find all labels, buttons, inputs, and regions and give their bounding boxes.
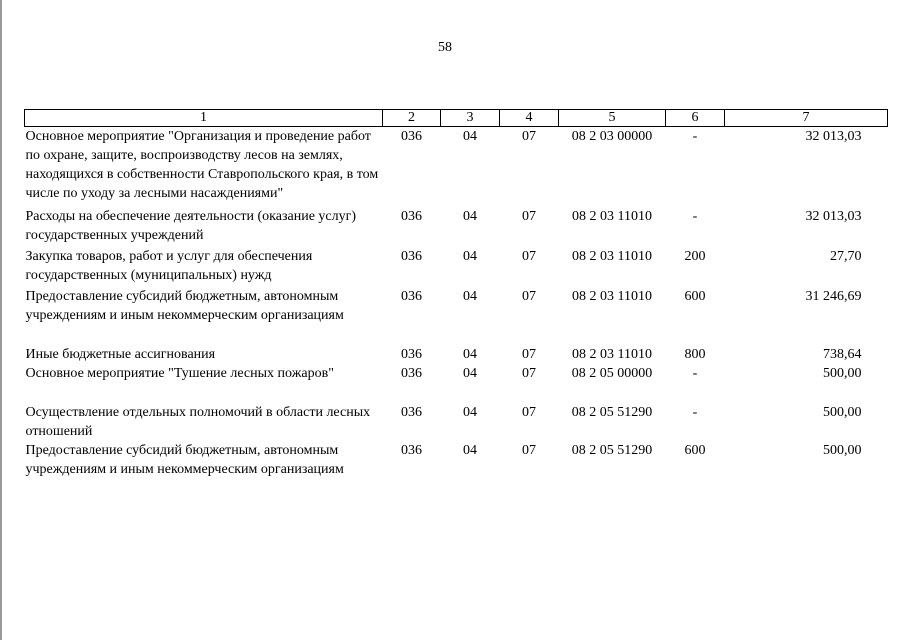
row-expense-type: 600 xyxy=(684,443,706,458)
row-expense-type: - xyxy=(692,405,698,420)
row-ministry-code: 036 xyxy=(401,443,422,458)
page-number: 58 xyxy=(438,40,452,55)
table-row xyxy=(25,247,888,285)
row-section-code: 04 xyxy=(463,366,477,381)
row-amount: 32 013,03 xyxy=(805,129,862,144)
row-target-article: 08 2 05 51290 xyxy=(571,405,653,420)
row-section-code: 04 xyxy=(463,289,477,304)
row-name: Осуществление отдельных полномочий в области лесных отношений xyxy=(25,405,371,439)
table-row xyxy=(25,364,888,403)
row-amount: 500,00 xyxy=(823,366,862,381)
header-col-4: 4 xyxy=(500,110,559,127)
row-target-article: 08 2 03 11010 xyxy=(572,289,652,304)
row-name: Иные бюджетные ассигнования xyxy=(25,347,216,362)
row-subsection-code: 07 xyxy=(522,209,536,224)
header-col-1: 1 xyxy=(25,110,383,127)
table-row xyxy=(25,403,888,441)
row-target-article: 08 2 05 51290 xyxy=(571,443,653,458)
row-section-code: 04 xyxy=(463,347,477,362)
row-subsection-code: 07 xyxy=(522,347,536,362)
header-col-6: 6 xyxy=(666,110,725,127)
row-expense-type: - xyxy=(692,366,698,381)
row-section-code: 04 xyxy=(463,209,477,224)
header-col-3: 3 xyxy=(441,110,500,127)
budget-table xyxy=(24,109,888,479)
row-target-article: 08 2 03 11010 xyxy=(572,209,652,224)
header-col-5: 5 xyxy=(559,110,666,127)
row-ministry-code: 036 xyxy=(401,209,422,224)
row-amount: 31 246,69 xyxy=(805,289,862,304)
row-expense-type: - xyxy=(692,129,698,144)
row-subsection-code: 07 xyxy=(522,289,536,304)
row-ministry-code: 036 xyxy=(401,249,422,264)
row-ministry-code: 036 xyxy=(401,289,422,304)
row-amount: 500,00 xyxy=(823,405,862,420)
row-section-code: 04 xyxy=(463,443,477,458)
row-amount: 32 013,03 xyxy=(805,209,862,224)
row-ministry-code: 036 xyxy=(401,405,422,420)
row-subsection-code: 07 xyxy=(522,443,536,458)
row-amount: 738,64 xyxy=(823,347,862,362)
row-target-article: 08 2 03 11010 xyxy=(572,249,652,264)
row-amount: 27,70 xyxy=(830,249,862,264)
row-name: Предоставление субсидий бюджетным, автономным учреждениям и иным некоммерческим организациям xyxy=(25,443,344,477)
table-row xyxy=(25,345,888,364)
row-expense-type: 800 xyxy=(684,347,706,362)
row-target-article: 08 2 03 11010 xyxy=(572,347,652,362)
row-target-article: 08 2 05 00000 xyxy=(571,366,653,381)
row-section-code: 04 xyxy=(463,129,477,144)
header-col-2: 2 xyxy=(383,110,441,127)
row-section-code: 04 xyxy=(463,249,477,264)
row-ministry-code: 036 xyxy=(401,129,422,144)
table-row xyxy=(25,287,888,345)
row-name: Закупка товаров, работ и услуг для обеспечения государственных (муниципальных) нужд xyxy=(25,249,313,283)
table-header-row xyxy=(25,110,888,127)
row-expense-type: 200 xyxy=(684,249,706,264)
row-subsection-code: 07 xyxy=(522,129,536,144)
row-ministry-code: 036 xyxy=(401,347,422,362)
table-row xyxy=(25,207,888,245)
row-expense-type: 600 xyxy=(684,289,706,304)
row-name: Расходы на обеспечение деятельности (оказание услуг) государственных учреждений xyxy=(25,209,357,243)
row-name: Предоставление субсидий бюджетным, автономным учреждениям и иным некоммерческим организациям xyxy=(25,289,344,323)
row-name: Основное мероприятие "Тушение лесных пожаров" xyxy=(25,366,334,381)
table-row xyxy=(25,441,888,479)
page-left-edge xyxy=(0,0,2,640)
row-name: Основное мероприятие "Организация и проведение работ по охране, защите, воспроизводству лесов на землях, находящихся в собственности Ставропольского края, в том числе по уходу за лесными насаждениями" xyxy=(25,129,379,201)
row-subsection-code: 07 xyxy=(522,366,536,381)
header-col-7: 7 xyxy=(725,110,888,127)
row-subsection-code: 07 xyxy=(522,405,536,420)
table-row xyxy=(25,127,888,204)
row-ministry-code: 036 xyxy=(401,366,422,381)
row-expense-type: - xyxy=(692,209,698,224)
row-target-article: 08 2 03 00000 xyxy=(571,129,653,144)
row-section-code: 04 xyxy=(463,405,477,420)
row-amount: 500,00 xyxy=(823,443,862,458)
row-subsection-code: 07 xyxy=(522,249,536,264)
